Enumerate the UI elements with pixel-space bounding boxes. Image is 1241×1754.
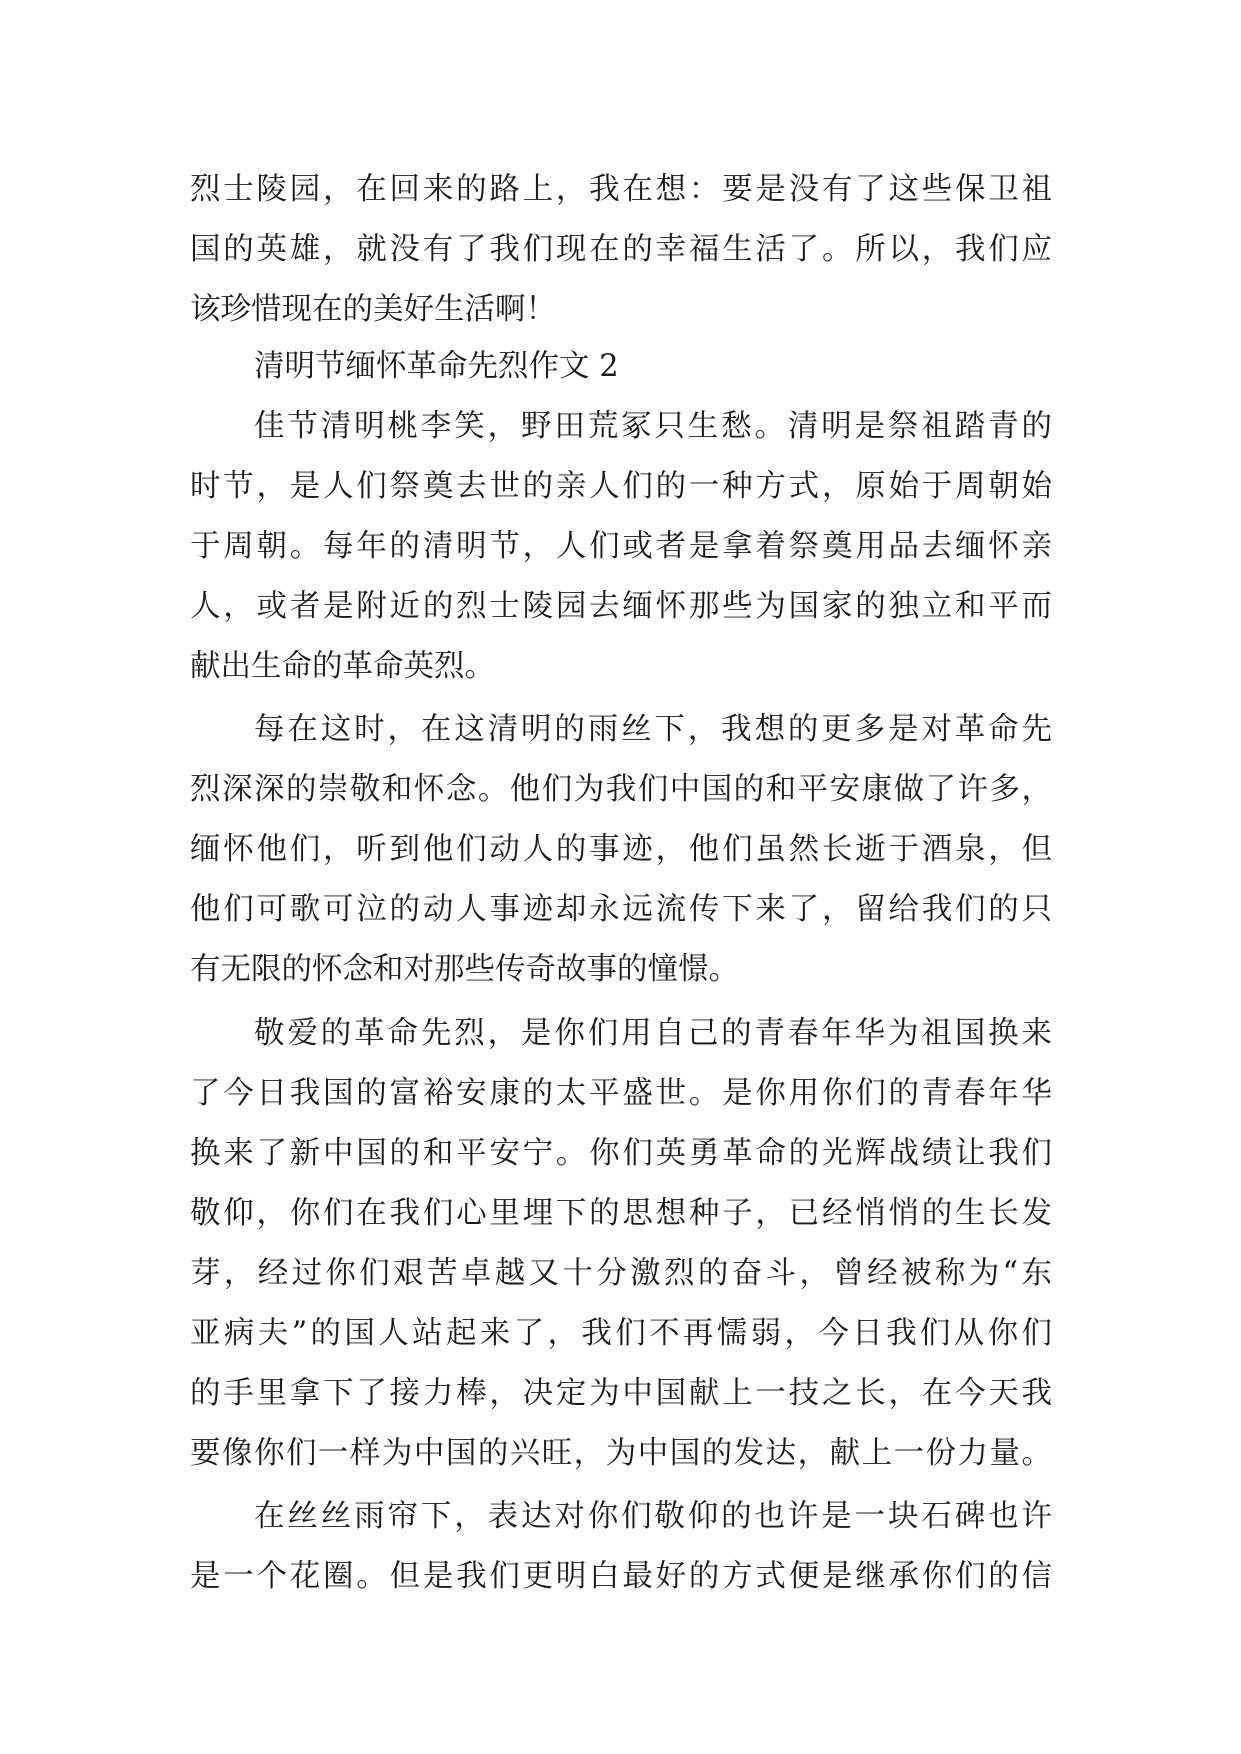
body-line: 佳节清明桃李笑，野田荒冢只生愁。清明是祭祖踏青的 [254,409,1052,444]
section-heading: 清明节缅怀革命先烈作文 2 [254,349,619,384]
body-line: 的手里拿下了接力棒，决定为中国献上一技之长，在今天我 [190,1376,1052,1411]
body-line: 献出生命的革命英烈。 [190,649,495,684]
body-line: 每在这时，在这清明的雨丝下，我想的更多是对革命先 [254,712,1052,747]
body-line: 敬仰，你们在我们心里埋下的思想种子，已经悄悄的生长发 [190,1196,1052,1231]
body-line: 亚病夫”的国人站起来了，我们不再懦弱，今日我们从你们 [190,1316,1052,1351]
body-line: 在丝丝雨帘下，表达对你们敬仰的也许是一块石碑也许 [254,1499,1052,1534]
body-line: 人，或者是附近的烈士陵园去缅怀那些为国家的独立和平而 [190,589,1052,624]
body-line: 烈深深的崇敬和怀念。他们为我们中国的和平安康做了许多， [190,772,1052,807]
body-line: 了今日我国的富裕安康的太平盛世。是你用你们的青春年华 [190,1076,1052,1111]
body-line: 该珍惜现在的美好生活啊！ [190,292,556,327]
body-line: 换来了新中国的和平安宁。你们英勇革命的光辉战绩让我们 [190,1136,1052,1171]
body-line: 芽，经过你们艰苦卓越又十分激烈的奋斗，曾经被称为“东 [190,1256,1052,1291]
body-line: 国的英雄，就没有了我们现在的幸福生活了。所以，我们应 [190,232,1052,267]
body-line: 他们可歌可泣的动人事迹却永远流传下来了，留给我们的只 [190,892,1052,927]
body-line: 缅怀他们，听到他们动人的事迹，他们虽然长逝于酒泉，但 [190,832,1052,867]
body-line: 于周朝。每年的清明节，人们或者是拿着祭奠用品去缅怀亲 [190,529,1052,564]
body-line: 要像你们一样为中国的兴旺，为中国的发达，献上一份力量。 [190,1436,1052,1471]
body-line: 烈士陵园，在回来的路上，我在想：要是没有了这些保卫祖 [190,172,1052,207]
body-line: 时节，是人们祭奠去世的亲人们的一种方式，原始于周朝始 [190,469,1052,504]
body-line: 敬爱的革命先烈，是你们用自己的青春年华为祖国换来 [254,1016,1052,1051]
body-line: 是一个花圈。但是我们更明白最好的方式便是继承你们的信 [190,1559,1052,1594]
body-line: 有无限的怀念和对那些传奇故事的憧憬。 [190,952,739,987]
